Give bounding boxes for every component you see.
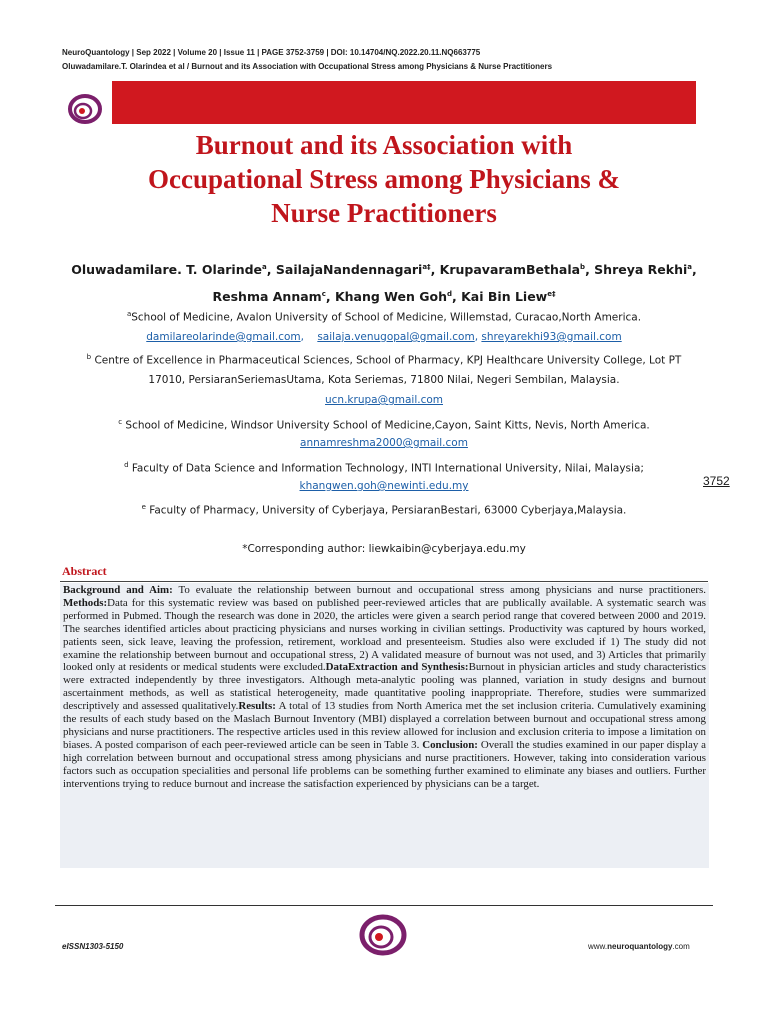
email-link[interactable]: sailaja.venugopal@gmail.com (317, 331, 475, 343)
neuroquantology-logo-icon (357, 910, 409, 958)
affiliation-a-emails: damilareolarinde@gmail.com, sailaja.venugopal@gmail.com, shreyarekhi93@gmail.com (146, 331, 622, 343)
email-link[interactable]: shreyarekhi93@gmail.com (481, 331, 622, 343)
header-banner (112, 81, 696, 124)
affiliation-c-email (60, 436, 708, 450)
author-list: Oluwadamilare. T. Olarinde$^a$, SailajaNandennagari$^{a\ddagger}$, KrupavaramBethala$^b$, Shreya Rekhi$^a$, Reshma Annam$^c$, Khang Wen Goh$^d$, Kai Bin Liew$^{e\ddagger}$ (71, 262, 697, 305)
journal-citation-line: NeuroQuantology | Sep 2022 | Volume 20 | Issue 11 | PAGE 3752-3759 | DOI: 10.14704/NQ.2022.20.11.NQ663775 (62, 48, 481, 57)
affiliation-e: $^e$ Faculty of Pharmacy, University of Cyberjaya, PersiaranBestari, 63000 Cyberjaya,Malaysia. (141, 503, 627, 517)
email-link[interactable]: ucn.krupa@gmail.com (325, 394, 443, 406)
author-name: KrupavaramBethala (439, 262, 581, 278)
footer-website[interactable]: www.neuroquantology.com (588, 942, 690, 951)
title-line-1: Burnout and its Association with (195, 130, 573, 160)
affiliation-c: $^c$ School of Medicine, Windsor University School of Medicine,Cayon, Saint Kitts, Nevis, North America. (118, 418, 650, 432)
affiliation-a: $^a$School of Medicine, Avalon University of School of Medicine, Willemstad, Curacao,North America. (126, 310, 642, 324)
abstract-body: Background and Aim: To evaluate the relationship between burnout and occupational stress among physicians and nurse practitioners. Methods:Data for this systematic review was based on published peer-reviewed articles that are publically available. A systematic search was performed in Pubmed. Though the research was done in 2020, the articles were given a search period range that covered between 2000 and 2019. The searches identified articles about practicing physicians and nurses working in civilian settings. Productivity was captured by hours worked, patients seen, sick leave, leaving the profession, retirement, workload and presenteeism. Studies also were excluded if 1) The study did not examine the relationship between burnout and occupational stress, 2) A validated measure of burnout was not used, and 3) Articles that primarily looked only at residents or medical students were excluded.DataExtraction and Synthesis:Burnout in physician articles and study characteristics were extracted independently by three investigators. Although meta-analytic pooling was planned, variation in study designs and burnout ascertainment methods, as well as statistical heterogeneity, made quantitative pooling inappropriate. Therefore, studies were summarized descriptively and assessed qualitatively.Results: A total of 13 studies from North America met the set inclusion criteria. Cumulatively examining the results of each study based on the Maslach Burnout Inventory (MBI) displayed a correlation between burnout and occupational stress among physicians and nurse practitioners. The respective articles used in this review allowed for inclusion and exclusion criteria to impose a limitation on biases. A posted comparison of each peer-reviewed article can be seen in Table 3. Conclusion: Overall the studies examined in our paper display a high correlation between burnout and occupational stress among physicians and nurse practitioners. However, taking into consideration various factors such as occupation specialities and personal life problems can be something further examined to eliminate any biases and outliers. Further interventions trying to reduce burnout and increase the satisfaction experienced by physicians can be a target. (60, 583, 709, 868)
author-name: Kai Bin Liew (461, 289, 548, 305)
neuroquantology-logo-icon (66, 90, 106, 126)
author-name: Oluwadamilare. T. Olarinde (71, 262, 263, 278)
affiliation-b-email (60, 393, 708, 407)
footer-issn: eISSN1303-5150 (62, 942, 124, 951)
affiliation-d-email (60, 479, 708, 493)
email-link[interactable]: annamreshma2000@gmail.com (300, 437, 468, 449)
author-name: Reshma Annam (212, 289, 322, 305)
email-link[interactable]: khangwen.goh@newinti.edu.my (299, 480, 469, 492)
email-link[interactable]: damilareolarinde@gmail.com (146, 331, 301, 343)
affiliation-b-line2: 17010, PersiaranSeriemasUtama, Kota Seriemas, 71800 Nilai, Negeri Sembilan, Malaysia. (148, 374, 620, 386)
title-line-3: Nurse Practitioners (271, 198, 497, 228)
author-name: Khang Wen Goh (334, 289, 447, 305)
title-line-2: Occupational Stress among Physicians & (147, 164, 621, 194)
author-name: Shreya Rekhi (594, 262, 688, 278)
author-name: SailajaNandennagari (275, 262, 423, 278)
corresponding-author: *Corresponding author: liewkaibin@cyberjaya.edu.my (242, 543, 526, 555)
abstract-divider (60, 581, 708, 582)
abstract-heading: Abstract (62, 564, 107, 578)
paper-title (100, 128, 668, 230)
affiliation-b: $^b$ Centre of Excellence in Pharmaceutical Sciences, School of Pharmacy, KPJ Healthcare University College, Lot PT (86, 353, 682, 367)
affiliation-d: $^d$ Faculty of Data Science and Information Technology, INTI International University, Nilai, Malaysia; (124, 461, 644, 475)
footer-divider (55, 905, 713, 906)
running-title: Oluwadamilare.T. Olarindea et al / Burnout and its Association with Occupational Stress among Physicians & Nurse Practitioners (62, 62, 553, 71)
page-number: 3752 (703, 474, 730, 488)
